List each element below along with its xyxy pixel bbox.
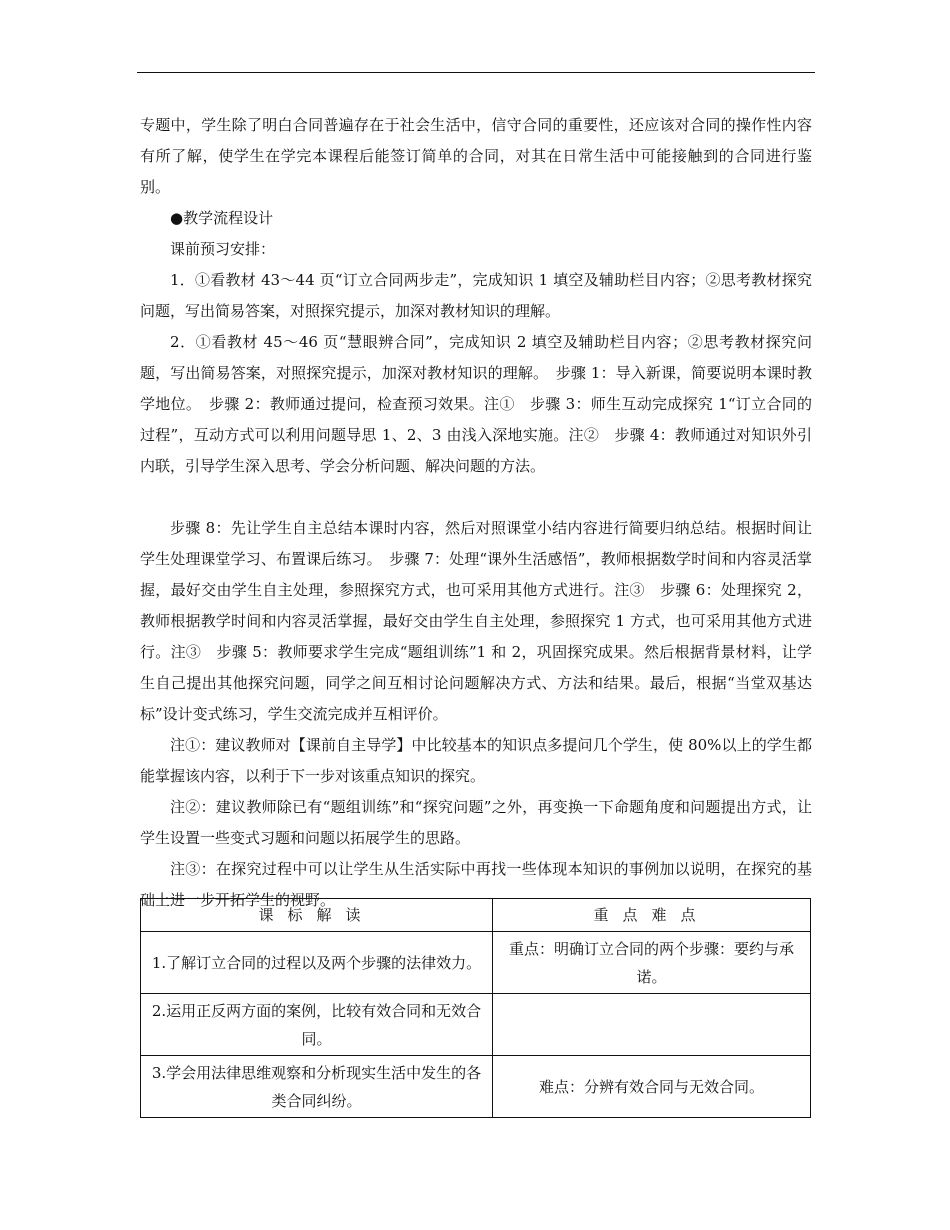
header-curriculum: 课标解读	[141, 899, 493, 932]
table-cell: 3.学会用法律思维观察和分析现实生活中发生的各类合同纠纷。	[141, 1056, 493, 1118]
document-body	[140, 110, 812, 916]
section-heading: ●教学流程设计	[170, 209, 274, 227]
table-row	[141, 1056, 811, 1118]
note-2: 注②：建议教师除已有“题组训练”和“探究问题”之外，再变换一下命题角度和问题提出方式，让学生设置一些变式习题和问题以拓展学生的思路。	[140, 798, 812, 847]
table-row	[141, 994, 811, 1056]
header-key-points: 重点难点	[493, 899, 811, 932]
table-cell	[493, 994, 811, 1056]
paragraph-intro: 专题中，学生除了明白合同普遍存在于社会生活中，信守合同的重要性，还应该对合同的操作性内容有所了解，使学生在学完本课程后能签订简单的合同，对其在日常生活中可能接触到的合同进行鉴别。	[140, 116, 812, 196]
table-header-row	[141, 899, 811, 932]
note-3: 注③：在探究过程中可以让学生从生活实际中再找一些体现本知识的事例加以说明，在探究的基础上进一步开拓学生的视野。	[140, 860, 812, 909]
preview-item-2-steps: 2．①看教材 45～46 页“慧眼辨合同”，完成知识 2 填空及辅助栏目内容；②思考教材探究问题，写出简易答案，对照探究提示，加深对教材知识的理解。 步骤 1：导入新课，简要说明本课时教学地位。 步骤 2：教师通过提问，检查预习效果。注① 步骤 3：师生互动完成探究 1“订立合同的过程”，互动方式可以利用问题导思 1、2、3 由浅入深地实施。注② 步骤 4：教师通过对知识外引内联，引导学生深入思考、学会分析问题、解决问题的方法。	[140, 333, 812, 475]
curriculum-table	[140, 898, 811, 1118]
preview-heading: 课前预习安排：	[170, 240, 276, 258]
table-cell: 1.了解订立合同的过程以及两个步骤的法律效力。	[141, 932, 493, 994]
header-rule	[137, 72, 815, 73]
preview-item-1: 1．①看教材 43～44 页“订立合同两步走”，完成知识 1 填空及辅助栏目内容；②思考教材探究问题，写出简易答案，对照探究提示，加深对教材知识的理解。	[140, 271, 812, 320]
table-cell: 重点：明确订立合同的两个步骤：要约与承诺。	[493, 932, 811, 994]
table-cell: 难点：分辨有效合同与无效合同。	[493, 1056, 811, 1118]
table-cell: 2.运用正反两方面的案例，比较有效合同和无效合同。	[141, 994, 493, 1056]
table-row	[141, 932, 811, 994]
spacer	[140, 482, 812, 513]
note-1: 注①：建议教师对【课前自主导学】中比较基本的知识点多提问几个学生，使 80%以上的学生都能掌握该内容，以利于下一步对该重点知识的探究。	[140, 736, 812, 785]
steps-5-8: 步骤 8：先让学生自主总结本课时内容，然后对照课堂小结内容进行简要归纳总结。根据时间让学生处理课堂学习、布置课后练习。 步骤 7：处理“课外生活感悟”，教师根据数学时间和内容灵活掌握，最好交由学生自主处理，参照探究方式，也可采用其他方式进行。注③ 步骤 6：处理探究 2，教师根据教学时间和内容灵活掌握，最好交由学生自主处理，参照探究 1 方式，也可采用其他方式进行。注③ 步骤 5：教师要求学生完成“题组训练”1 和 2，巩固探究成果。然后根据背景材料，让学生自己提出其他探究问题，同学之间互相讨论问题解决方式、方法和结果。最后，根据“当堂双基达标”设计变式练习，学生交流完成并互相评价。	[140, 519, 812, 723]
